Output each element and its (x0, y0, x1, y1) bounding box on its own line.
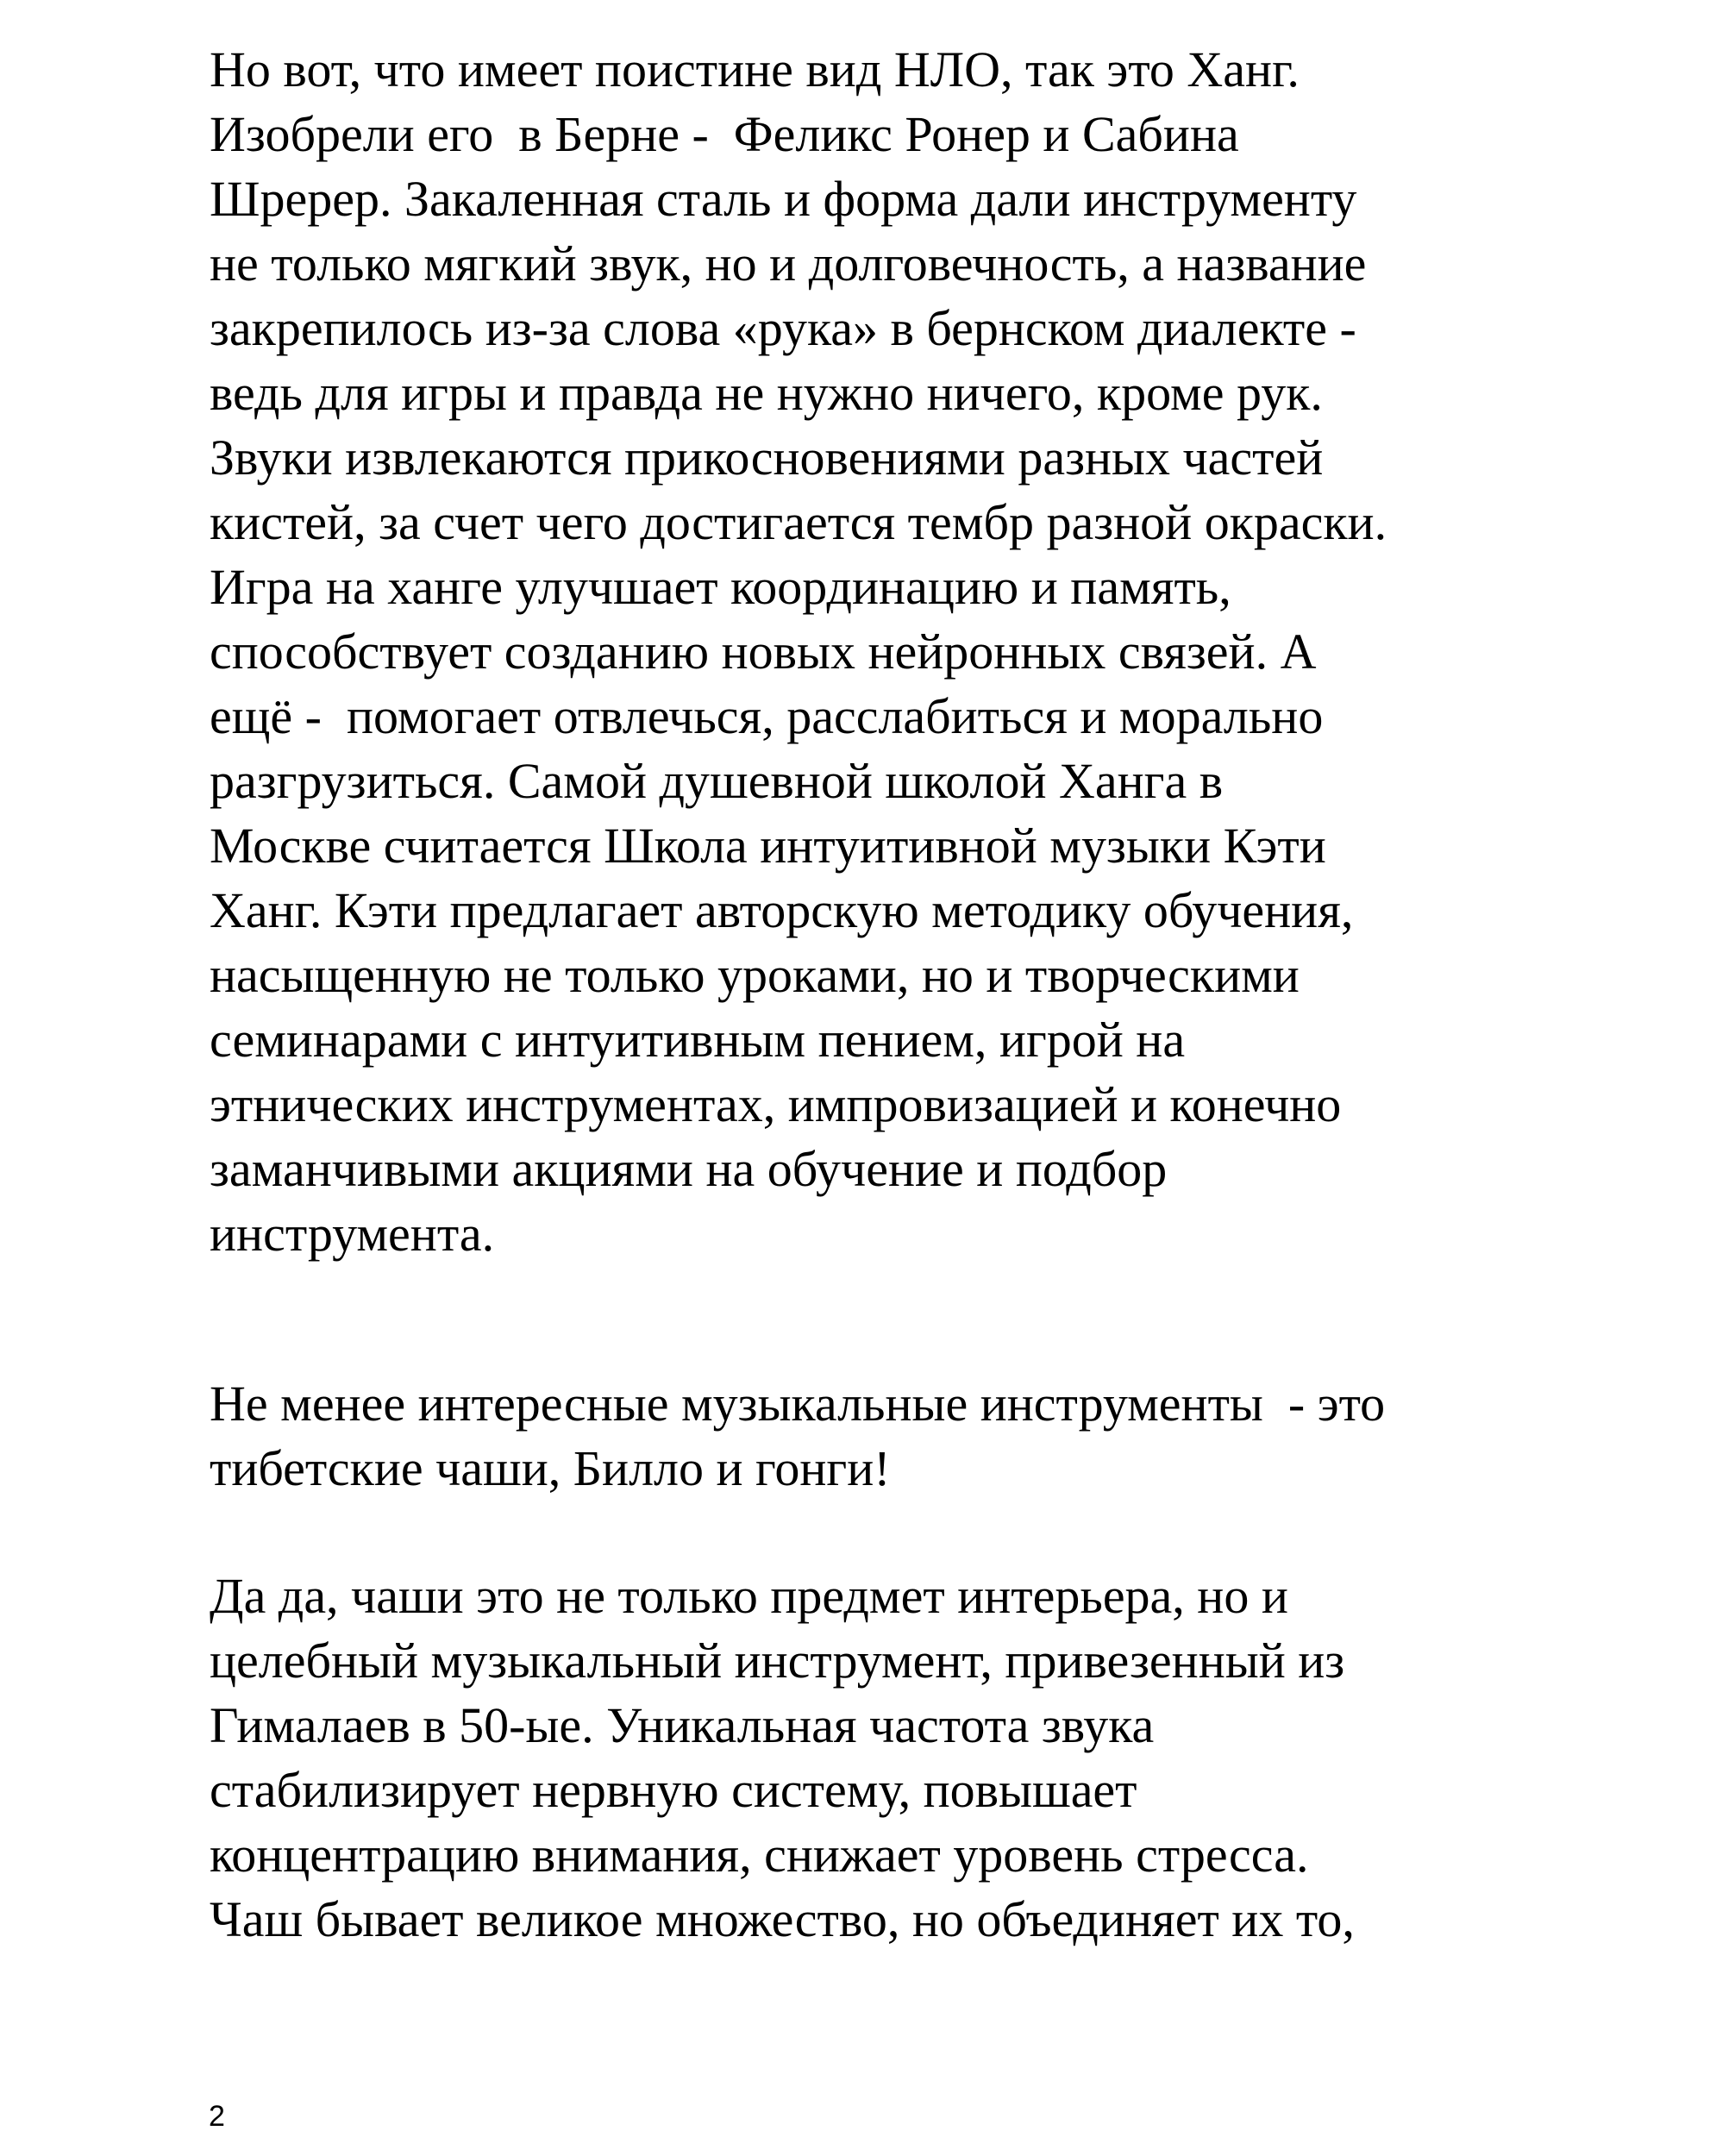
text-line: не только мягкий звук, но и долговечность, а название (210, 235, 1367, 291)
text-line: инструмента. (210, 1206, 495, 1262)
paragraph-hang (210, 37, 1572, 1266)
text-line: ещё - помогает отвлечься, расслабиться и морально (210, 688, 1324, 744)
text-line: закрепилось из-за слова «рука» в бернском диалекте - (210, 300, 1356, 356)
text-line: Москве считается Школа интуитивной музыки Кэти (210, 818, 1326, 874)
text-line: Но вот, что имеет поистине вид НЛО, так это Ханг. (210, 41, 1300, 97)
text-line: стабилизирует нервную систему, повышает (210, 1762, 1137, 1818)
text-line: заманчивыми акциями на обучение и подбор (210, 1141, 1168, 1197)
text-line: Ханг. Кэти предлагает авторскую методику обучения, (210, 882, 1354, 938)
text-line: Не менее интересные музыкальные инструменты - это (210, 1376, 1386, 1432)
paragraph-bowls (210, 1564, 1572, 1952)
text-line: Да да, чаши это не только предмет интерьера, но и (210, 1568, 1288, 1624)
text-line: концентрацию внимания, снижает уровень стресса. (210, 1827, 1309, 1883)
text-line: ведь для игры и правда не нужно ничего, кроме рук. (210, 365, 1323, 421)
text-line: Изобрели его в Берне - Феликс Ронер и Сабина (210, 106, 1239, 162)
text-line: Звуки извлекаются прикосновениями разных частей (210, 429, 1324, 486)
text-line: этнических инструментах, импровизацией и конечно (210, 1076, 1342, 1132)
text-line: кистей, за счет чего достигается тембр разной окраски. (210, 494, 1387, 550)
text-line: семинарами с интуитивным пением, игрой на (210, 1012, 1186, 1068)
text-line: Игра на ханге улучшает координацию и память, (210, 559, 1231, 615)
paragraph-instruments (210, 1371, 1572, 1501)
text-line: Чаш бывает великое множество, но объединяет их то, (210, 1891, 1355, 1947)
page-number: 2 (209, 2100, 225, 2133)
text-line: целебный музыкальный инструмент, привезенный из (210, 1633, 1345, 1689)
text-line: Гималаев в 50-ые. Уникальная частота звука (210, 1697, 1155, 1753)
text-line: способствует созданию новых нейронных связей. А (210, 624, 1317, 680)
text-line: разгрузиться. Самой душевной школой Ханга в (210, 753, 1224, 809)
text-line: тибетские чаши, Билло и гонги! (210, 1440, 891, 1496)
text-line: насыщенную не только уроками, но и творческими (210, 947, 1300, 1003)
text-line: Шререр. Закаленная сталь и форма дали инструменту (210, 171, 1357, 227)
